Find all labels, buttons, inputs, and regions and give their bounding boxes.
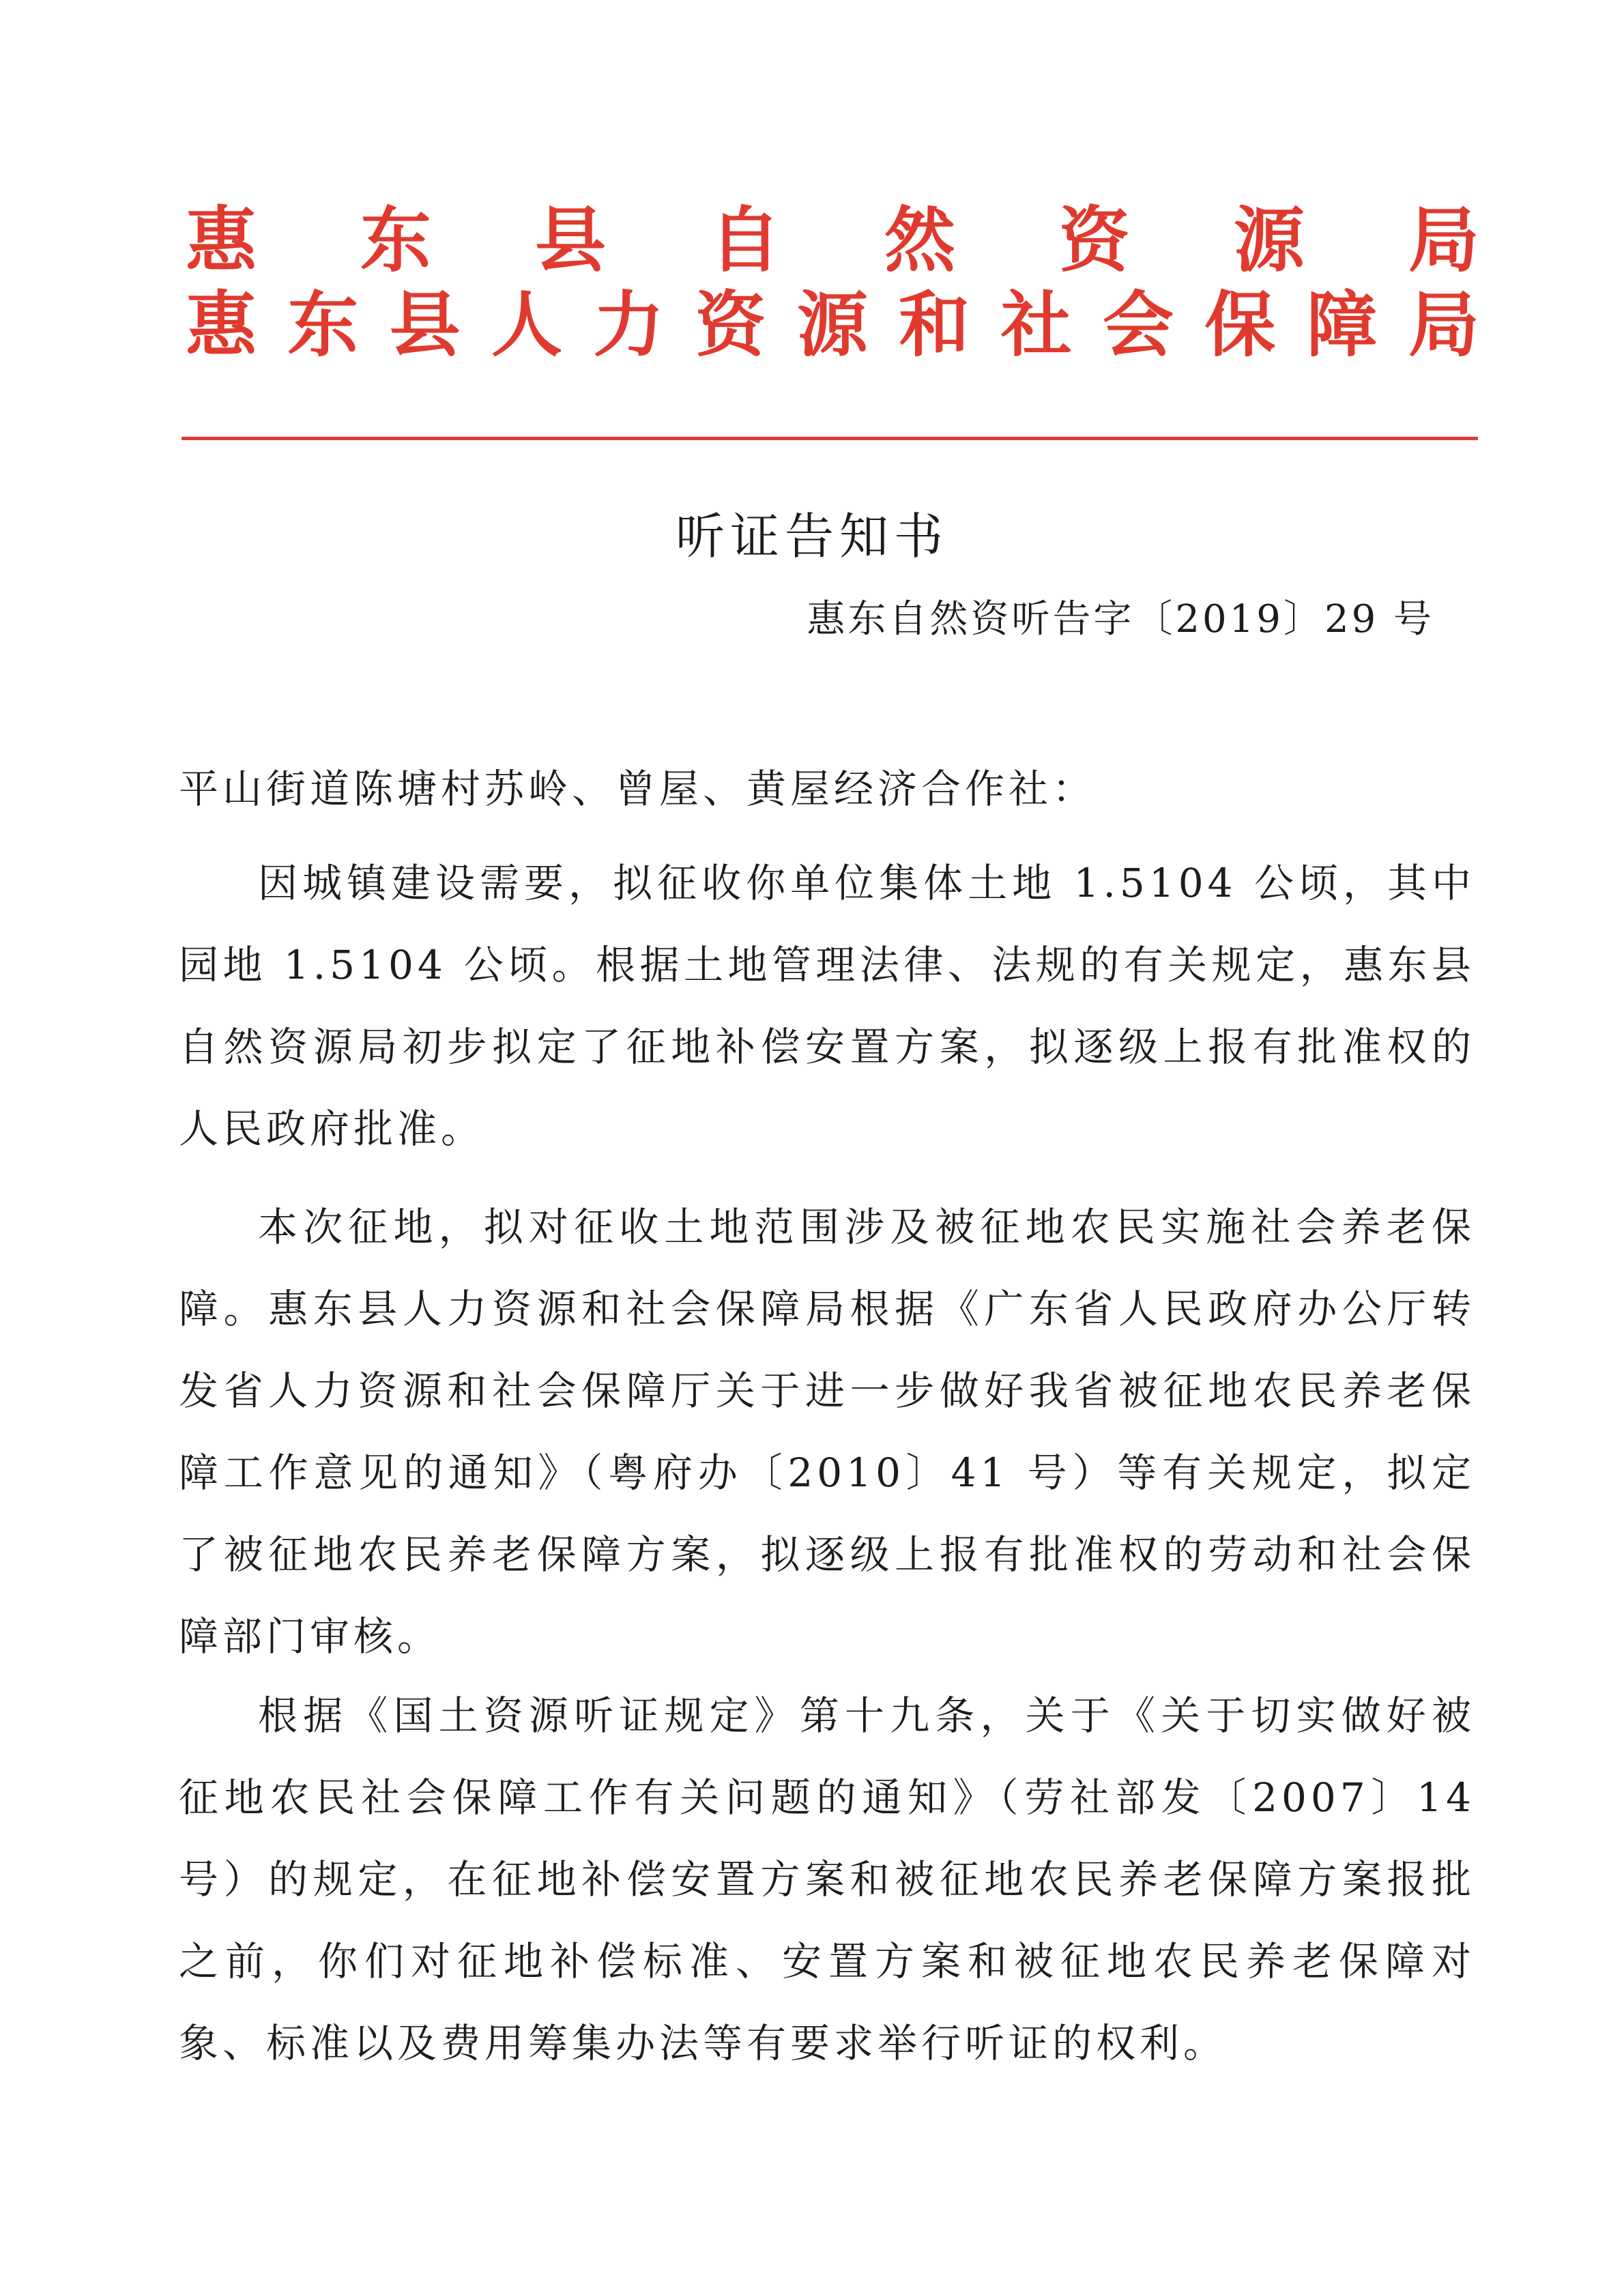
header-char: 社 [1000, 283, 1072, 366]
header-char: 源 [796, 283, 868, 366]
header-char: 惠 [186, 199, 257, 282]
header-char: 源 [1233, 199, 1305, 282]
document-title: 听证告知书 [675, 508, 948, 565]
header-char: 局 [1408, 199, 1479, 282]
paragraph: 本次征地，拟对征收土地范围涉及被征地农民实施社会养老保障。惠东县人力资源和社会保障局根据《广东省人民政府办公厅转发省人力资源和社会保障厅关于进一步做好我省被征地农民养老保障工作意见的通知》（粤府办〔2010〕41 号）等有关规定，拟定了被征地农民养老保障方案，拟逐级上报有批准权的劳动和社会保障部门审核。 [179, 1204, 1475, 1660]
header-char: 东 [360, 199, 431, 282]
header-char: 资 [1058, 199, 1130, 282]
header-char: 自 [709, 199, 781, 282]
header-char: 保 [1204, 283, 1276, 366]
document-number: 惠东自然资听告字〔2019〕29 号 [807, 597, 1434, 641]
header-char: 会 [1102, 283, 1174, 366]
header-char: 人 [491, 283, 562, 366]
header-char: 惠 [186, 283, 257, 366]
header-char: 障 [1306, 283, 1378, 366]
header-char: 力 [593, 283, 665, 366]
paragraph: 因城镇建设需要，拟征收你单位集体土地 1.5104 公顷，其中园地 1.5104 公顷。根据土地管理法律、法规的有关规定，惠东县自然资源局初步拟定了征地补偿安置方案，拟逐级上报有批准权的人民政府批准。 [179, 860, 1475, 1152]
header-char: 东 [287, 283, 359, 366]
header-agency-1 [186, 198, 1479, 283]
header-char: 和 [899, 283, 970, 366]
header-char: 县 [534, 199, 606, 282]
header-char: 然 [884, 199, 955, 282]
header-char: 局 [1408, 283, 1479, 366]
header-agency-2 [186, 283, 1479, 368]
header-char: 资 [695, 283, 766, 366]
recipient: 平山街道陈塘村苏岭、曾屋、黄屋经济合作社： [179, 766, 1097, 812]
header-divider [182, 437, 1478, 440]
paragraph: 根据《国土资源听证规定》第十九条，关于《关于切实做好被征地农民社会保障工作有关问题的通知》（劳社部发〔2007〕14 号）的规定，在征地补偿安置方案和被征地农民养老保障方案报批之前，你们对征地补偿标准、安置方案和被征地农民养老保障对象、标准以及费用筹集办法等有要求举行听证的权利。 [179, 1692, 1475, 2066]
header-char: 县 [389, 283, 461, 366]
